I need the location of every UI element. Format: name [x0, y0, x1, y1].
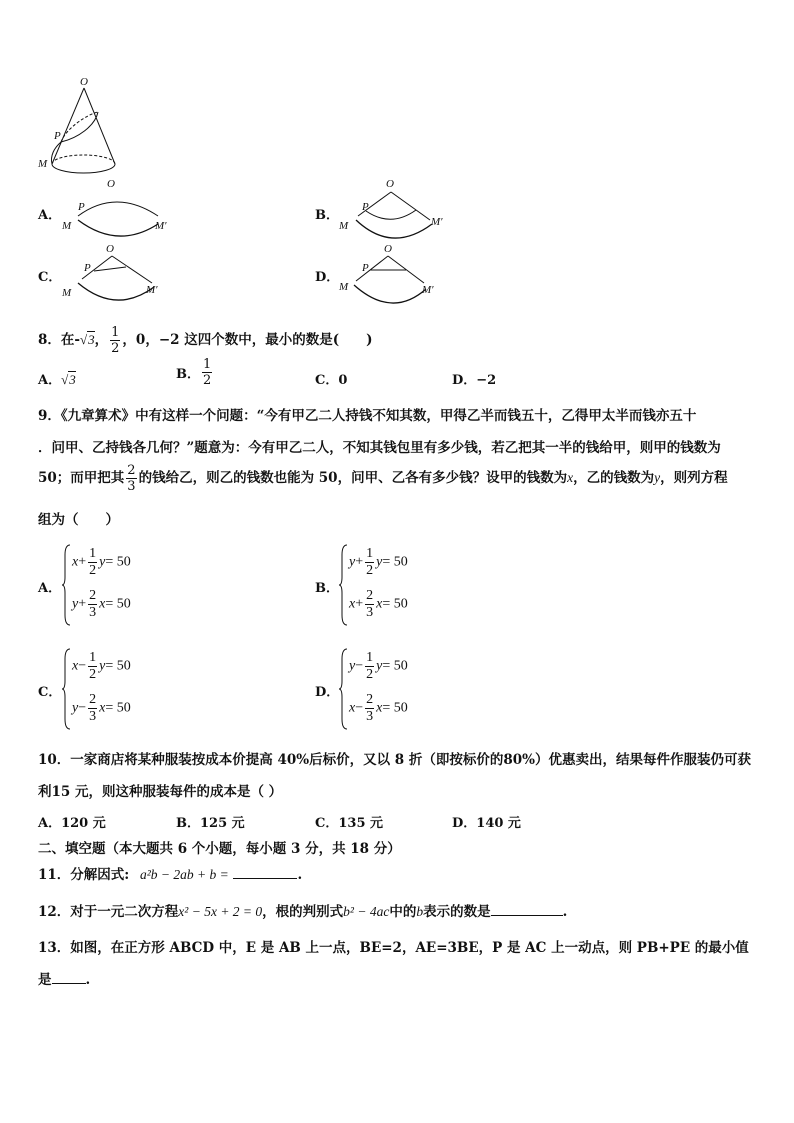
q7-b-label-m: M	[339, 220, 349, 232]
q12-answer-blank[interactable]	[491, 903, 563, 916]
q8-option-b: B． $\frac{1}{2}$	[176, 357, 212, 388]
q9-option-c-letter: C．	[38, 685, 62, 700]
cone-label-o: O	[80, 76, 88, 88]
q7-option-c-letter: C．	[38, 270, 62, 285]
q9-option-b-row1: y+ $\frac{1}{2}$ y= 50	[349, 546, 408, 578]
q10-line1: 10．一家商店将某种服装按成本价提高 40%后标价，又以 8 折（即按标价的80%）优惠卖出，结果每件作服装仍可获	[38, 752, 752, 768]
q7-c-label-o: O	[106, 243, 114, 255]
q7-option-c-figure	[60, 243, 180, 305]
q8-option-b-den: 2	[203, 373, 212, 388]
q9-option-c-row1: x− $\frac{1}{2}$ y= 50	[72, 650, 131, 682]
q9-option-c-row2: y− $\frac{2}{3}$ x= 50	[72, 692, 131, 724]
q9-option-a-system	[62, 543, 172, 627]
q8-option-a: A．√3	[38, 372, 76, 388]
q10-line2: 利15 元，则这种服装每件的成本是（ ）	[38, 784, 283, 800]
q7-option-d-figure	[336, 243, 456, 305]
q8-option-d: D．−2	[452, 373, 497, 388]
q9-option-a-row1: x+ $\frac{1}{2}$ y= 50	[72, 546, 131, 578]
q9-option-d-system	[339, 647, 449, 731]
q7-a-label-mprime: M′	[155, 220, 167, 232]
q7-c-label-m: M	[62, 287, 72, 299]
q7-a-label-o: O	[107, 178, 115, 190]
q9-option-d-letter: D．	[315, 685, 340, 700]
q9-option-a-row2: y+ $\frac{2}{3}$ x= 50	[72, 588, 131, 620]
q8-option-b-num: 1	[203, 357, 212, 372]
q8-stem: 8．在-√3， $\frac{1}{2}$ ，0，−2 这四个数中，最小的数是( )	[38, 325, 373, 356]
q8-prefix: 8．在-	[38, 332, 80, 348]
q7-d-label-o: O	[384, 243, 392, 255]
q7-d-label-mprime: M′	[422, 284, 434, 296]
q7-c-label-mprime: M′	[146, 284, 158, 296]
q8-sqrt-arg: 3	[88, 332, 95, 347]
q7-b-label-p: P	[362, 201, 369, 213]
q7-option-a-letter: A．	[38, 208, 62, 223]
q8-option-a-arg: 3	[69, 372, 76, 387]
q8-option-c: C．0	[315, 373, 348, 388]
q7-b-label-mprime: M′	[431, 216, 443, 228]
q7-d-label-p: P	[362, 262, 369, 274]
q13-line1: 13．如图，在正方形 ABCD 中，E 是 AB 上一点，BE=2，AE=3BE，P 是 AC 上一动点，则 PB+PE 的最小值	[38, 940, 749, 956]
q9-line4: 组为（ ）	[38, 512, 119, 528]
q11: 11．分解因式: a²b − 2ab + b = .	[38, 867, 303, 883]
q9-option-a-letter: A．	[38, 581, 62, 596]
cone-label-p: P	[54, 130, 61, 142]
q10-option-c: C．135 元	[315, 816, 384, 831]
q9-fraction: $\frac{2}{3}$	[127, 463, 136, 494]
q8-frac-num: 1	[111, 325, 120, 340]
q9-option-b-brace	[339, 543, 349, 627]
q8-suffix: ，0，−2 这四个数中，最小的数是( )	[122, 332, 373, 348]
q9-option-d-row1: y− $\frac{1}{2}$ y= 50	[349, 650, 408, 682]
q9-line1: 9．《九章算术》中有这样一个问题：“今有甲乙二人持钱不知其数，甲得乙半而钱五十，乙得甲太半而钱亦五十	[38, 408, 697, 424]
q9-option-c-system	[62, 647, 172, 731]
section-title-fill-in: 二、填空题（本大题共 6 个小题，每小题 3 分，共 18 分）	[38, 841, 401, 857]
cone-label-m: M	[38, 158, 48, 170]
q9-option-b-system	[339, 543, 449, 627]
q10-option-d: D．140 元	[452, 816, 521, 831]
q7-a-label-m: M	[62, 220, 72, 232]
q7-option-d-letter: D．	[315, 270, 340, 285]
q8-frac-den: 2	[111, 341, 120, 356]
q11-expr: a²b − 2ab + b =	[139, 867, 229, 882]
q9-option-d-brace	[339, 647, 349, 731]
q9-line2: ．问甲、乙持钱各几何？”题意为：今有甲乙二人，不知其钱包里有多少钱，若乙把其一半的钱给甲，则甲的钱数为	[38, 440, 721, 456]
q7-d-label-m: M	[339, 281, 349, 293]
q7-c-label-p: P	[84, 262, 91, 274]
q7-option-b-letter: B．	[315, 208, 339, 223]
q13-line2: 是 .	[38, 972, 91, 988]
q11-answer-blank[interactable]	[233, 866, 297, 879]
q8-fraction	[110, 326, 120, 355]
q7-b-label-o: O	[386, 178, 394, 190]
q8-mid: ，	[94, 332, 109, 348]
q10-option-a: A．120 元	[38, 816, 106, 831]
q7-option-b-figure	[336, 178, 456, 244]
q13-answer-blank[interactable]	[52, 971, 86, 984]
q9-option-a-brace	[62, 543, 72, 627]
q9-option-b-row2: x+ $\frac{2}{3}$ x= 50	[349, 588, 408, 620]
q10-option-b: B．125 元	[176, 816, 245, 831]
q9-option-b-letter: B．	[315, 581, 339, 596]
q9-option-d-row2: x− $\frac{2}{3}$ x= 50	[349, 692, 408, 724]
q12: 12．对于一元二次方程x² − 5x + 2 = 0，根的判别式b² − 4ac中的b表示的数是 .	[38, 904, 568, 920]
q7-a-label-p: P	[78, 201, 85, 213]
q9-line3: 50；而甲把其 $\frac{2}{3}$ 的钱给乙，则乙的钱数也能为 50，问甲、乙各有多少钱？设甲的钱数为x，乙的钱数为y，则列方程	[38, 463, 728, 494]
q9-option-c-brace	[62, 647, 72, 731]
